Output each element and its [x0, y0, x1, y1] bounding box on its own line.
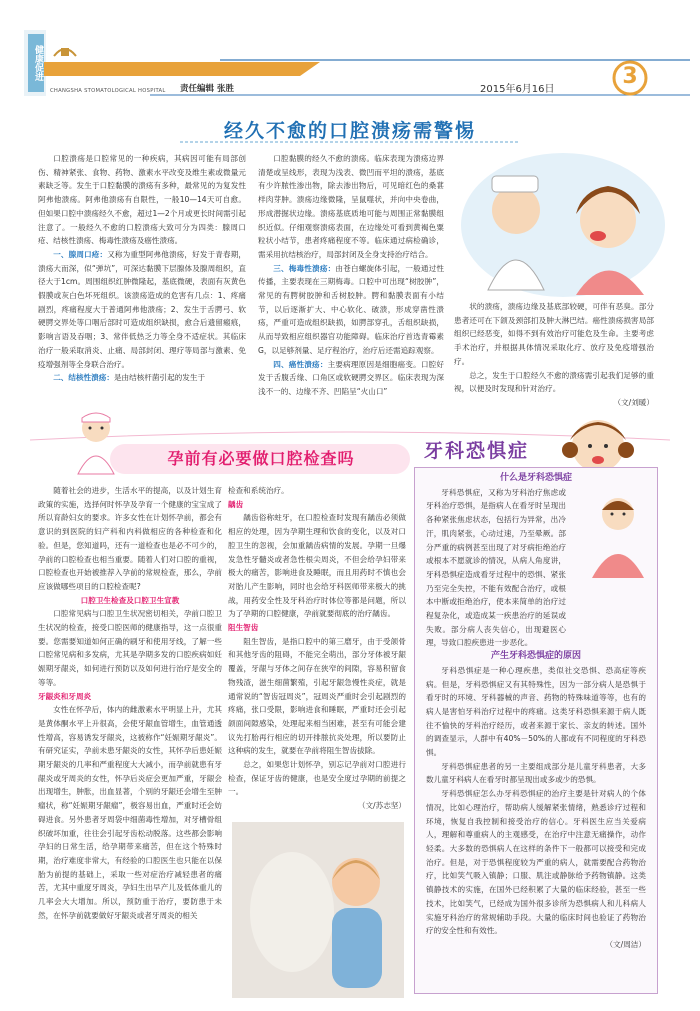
title-underline [180, 140, 520, 144]
article1-col1 [38, 152, 246, 385]
article3-signature: （文/周洁） [605, 939, 646, 949]
paragraph: 龋齿俗称蛀牙，在口腔检查时发现有龋齿必须做相应的处理，因为孕期生理和饮食的变化，以及对口腔卫生的忽视，会加重龋齿病情的发展。孕期一旦爆发急性牙髓炎或者急性根尖周炎，不但会给孕妇带来极大的痛苦，影响进食及睡眠，而且用药时不慎也会对胎儿产生影响，同时也会给牙科医师带来极大的挑战，用药安全性及牙科治疗时体位等都是问题，所以为了孕期的口腔健康，孕前就要彻底的治疗龋齿。 [228, 513, 406, 619]
article2-title: 孕前有必要做口腔检查吗 [167, 449, 355, 468]
page-number: 3 [622, 64, 638, 89]
masthead [0, 0, 700, 100]
paragraph: 牙科恐惧症患者的另一主要组成部分是儿童牙科患者，大多数儿童牙科病人在看牙时都呈现出或多或少的恐惧。 [426, 761, 646, 785]
paragraph: 口腔常见病与口腔卫生状况密切相关，孕前口腔卫生状况的检查，接受口腔医师的健康指导，这一点很重要。您需要知道如何正确的刷牙和使用牙线，了解一些口腔常见病和多发病，尤其是孕期多发的口腔疾病如妊娠期牙龈炎，如何进行预防以及如何进行治疗是安全的等等。 [38, 609, 222, 687]
paragraph: 总之，发生于口腔经久不愈的溃疡需引起我们足够的重视，以便及时发现和针对治疗。 [454, 370, 654, 394]
article1-title: 经久不愈的口腔溃疡需警惕 [223, 120, 476, 142]
section-tag: 健康促进 [28, 34, 44, 92]
paragraph: 阻生智齿，是指口腔中的第三磨牙，由于受颌骨和其他牙齿的阻碍，不能完全萌出，部分牙体被牙龈覆盖，牙龈与牙体之间存在狭窄的间隙，容易积留食物残渣，滋生细菌繁殖，引起牙龈急慢性炎症，就是通常说的“智齿冠周炎”，冠周炎严重时会引起剧烈的疼痛，张口受限，影响进食和睡眠，严重时还会引起颌面间隙感染，处理起来相当困难，甚至有可能会建议先打胎再行相应的切开排脓抗炎处理，所以要防止这种病的发生，就要在孕前将阻生智齿拔除。 [228, 636, 406, 756]
paragraph: 牙科恐惧症怎么办牙科恐惧症的治疗主要是针对病人的个体情况，比如心理治疗，帮助病人缓解紧张情绪，熟悉诊疗过程和环境，恢复自我控制和接受治疗的信心。牙科医生应当关爱病人，理解和尊重病人的主观感受，在治疗中注意无痛操作，动作轻柔。大多数的恐惧病人在这样的条件下一般都可以接受和完成治疗。但是，对于恐惧程度较为严重的病人，就需要配合药物治疗，比如笑气吸入镇静；口服、肌注或静脉给予药物镇静。这类镇静技术的实施，在国外已经积累了大量的临床经验，甚至一些技术，比如笑气，已经成为国外很多诊所为恐惧病人和儿科病人实施牙科治疗的常规辅助手段。大量的临床时间也验证了药物治疗的安全性和有效性。 [426, 789, 646, 936]
subheading: 牙龈炎和牙周炎 [38, 691, 92, 701]
article2-col2 [228, 484, 406, 813]
paragraph: 状的溃疡，溃疡边缘及基底部较硬，可伴有恶臭。部分患者还可在下颌及颈部扪及肿大淋巴结。癌性溃疡损害局部组织已经恶变，如得不到有效治疗可能危及生命。主要考虑手术治疗，并根据具体情况采取化疗、放疗及免疫增强治疗。 [454, 302, 654, 366]
article1-signature: （文/刘暖） [613, 397, 654, 407]
article1-col3 [454, 300, 654, 410]
subheading: 三、梅毒性溃疡： [273, 263, 336, 273]
paragraph: 牙科恐惧症，又称为牙科治疗焦虑或牙科治疗恐惧，是指病人在看牙时呈现出各种紧张焦虑状态，包括行为异常，出冷汗，肌肉紧张，心动过速，乃至晕厥。部分严重的病例甚至出现了对牙病拒绝治疗或根本不愿就诊的情况，从病人角度讲，牙科恐惧症造成看牙过程中的恐惧、紧张乃至完全失控，不能有效配合治疗，或根本中断或拒绝治疗，使本来简单的治疗过程复杂化，或造成某一疾患治疗的延误或失败。部分病人丧失信心，出现避医心理，导致口腔疾患进一步恶化。 [426, 487, 566, 648]
paragraph: 检查和系统治疗。 [228, 486, 289, 495]
editor-credit: 责任编辑 张胜 [180, 84, 234, 94]
paragraph: 随着社会的进步，生活水平的提高，以及计划生育政策的实施，选择何时怀孕及孕育一个健康的宝宝成了所以育龄妇女的要求。许多女性在计划怀孕前，都会有意识的到医院的妇产科和内科做相应的各种检查和化验。但是，您知道吗，还有一道检查也是必不可少的，孕前的口腔检查也相当重要。随着人们对口腔的重视，口腔检查也开始被推荐入孕前的常规检查，那么，孕前应该做哪些项目的口腔检查呢? [38, 486, 222, 591]
paragraph: 是由结核杆菌引起的发生于 [113, 373, 206, 383]
subheading: 阻生智齿 [228, 623, 259, 633]
paragraph: 口腔黏膜的经久不愈的溃疡。临床表现为溃疡边界清楚或呈线形，表现为浅表、微凹而平坦的溃疡，基底有少许脓性渗出物，除去渗出物后，可见暗红色的桑葚样肉芽肿。溃疡边缘微隆，呈鼠噬状，并向中央卷曲，形成潜掘状边缘。溃疡基底质地可能与周围正常黏膜组织近似。仔细观察溃疡表面，在边缘处可看到黄褐色粟粒状小结节，患者疼痛程度不等。临床通过病检确诊，需采用抗结核治疗，局部封闭及全身支持治疗结合。 [258, 154, 444, 259]
paragraph: 主要病理原因是细胞癌变。口腔好发于舌腹舌缘、口角区或软硬腭交界区。临床表现为深浅不一的、边缘不齐、凹陷呈“火山口” [258, 359, 444, 396]
article3-title: 牙科恐惧症 [424, 440, 530, 462]
paragraph: 口腔溃疡是口腔常见的一种疾病，其病因可能有局部创伤、精神紧张、食物、药物、激素水平改变及维生素或微量元素缺乏等。发生于口腔黏膜的溃疡有多种，最常见的为复发性阿弗他溃疡。阿弗他溃疡有自限性，一般10—14天可自愈。但如果口腔中溃疡经久不愈，超过1—2个月或更长时间需引起注意了。一般经久不愈的口腔溃疡大致可分为四类：腺周口疮、结核性溃疡、梅毒性溃疡及癌性溃疡。 [38, 154, 246, 246]
paragraph: 由苍白螺旋体引起，一般通过性传播，主要表现在三期梅毒。口腔中可出现“树胶肿”，常见的有腭树胶肿和舌树胶肿。腭和黏膜表面有小结节，以后逐渐扩大、中心软化、破溃，形成穿凿性溃疡，严重可造成组织缺损，如腭部穿孔，舌组织缺损，从而导致相应组织器官功能障碍。临床治疗首选青霉素G，以足够剂量、足疗程治疗，治疗后还需追踪观察。 [258, 263, 445, 355]
subheading: 口腔卫生检查及口腔卫生宣教 [80, 595, 180, 605]
subheading: 龋齿 [228, 499, 244, 509]
pregnant-woman-photo [232, 822, 404, 998]
paragraph: 又称为重型阿弗他溃疡，好发于青春期，溃疡大而深，似“弹坑”，可深达黏膜下层腺体及腺周组织，直径大于1cm。周围组织红肿微隆起，基底微硬，表面有灰黄色假膜或灰白色坏死组织。该溃疡造成的危害有几点：1、疼痛剧烈，疼痛程度大于普通阿弗他溃疡；2、发生于舌腭弓、软硬腭交界处等口咽后部时可造成组织缺损，愈合后遗留瘢痕，影响言语及吞咽；3、常伴低热乏力等全身不适症状。其临床治疗一般采取消炎、止痛、局部封闭、理疗等局部与激素、免疫增强剂等全身联合治疗。 [38, 249, 247, 369]
masthead-decoration [0, 0, 700, 100]
article2-col1 [38, 484, 222, 923]
dentist-child-illustration [578, 490, 654, 580]
article2-signature: （文/苏志坚） [357, 801, 406, 811]
subheading: 二、结核性溃疡： [53, 373, 114, 383]
subheading: 一、腺周口疮： [53, 249, 108, 259]
hospital-name: CHANGSHA STOMATOLOGICAL HOSPITAL [50, 88, 166, 94]
hospital-logo [52, 40, 78, 60]
subheading: 产生牙科恐惧症的原因 [490, 651, 581, 662]
subheading: 什么是牙科恐惧症 [499, 473, 572, 483]
paragraph: 总之，如果您计划怀孕，别忘记孕前对口腔进行检查，保证牙齿的健康，也是安全度过孕期的前提之一。 [228, 760, 406, 797]
paragraph: 牙科恐惧症是一种心理疾患，类似社交恐惧、恐高症等疾病。但是，牙科恐惧症又有其特殊性，因为一部分病人是恐惧于看牙时的环境、牙科器械的声音、药物的特殊味道等等，也有的病人是害怕牙科治疗过程中的疼痛。这类牙科恐惧来源于病人既往不愉快的牙科治疗经历，或者来源于家长、亲友的转述。国外的调查显示，人群中有40%－50%的人都或有不同程度的牙科恐惧。 [426, 665, 646, 758]
paragraph: 女性在怀孕后，体内的雌激素水平明显上升，尤其是黄体酮水平上升很高，会使牙龈血管增生，血管通透性增高，容易诱发牙龈炎，这被称作“妊娠期牙龈炎”。有研究证实，孕前未患牙龈炎的女性，其怀孕后患妊娠期牙龈炎的几率和严重程度大大减小，而孕前就患有牙龈炎或牙周炎的女性，怀孕后炎症会更加严重，牙龈会出现增生，肿胀，出血显著，个别的牙龈还会增生至肿瘤状，称“妊娠期牙龈瘤”，极容易出血，严重时还会妨碍进食。另外患者牙周袋中细菌毒性增加，对牙槽骨组织破坏加重，往往会引起牙齿松动脱落。这些都会影响孕妇的日常生活，给孕期带来痛苦，但在这个特殊时期，治疗难度非常大，有经验的口腔医生也只能在以保胎为前提的基础上，采取一些对症治疗减轻患者的痛苦，尤其中重度牙周炎，孕妇生出早产儿及低体重儿的几率会大大增加。所以，预防重于治疗，要防患于未然，在怀孕前就要做好牙龈炎或者牙周炎的相关 [38, 705, 222, 920]
doctor-patient-illustration [458, 150, 668, 300]
article1-col2 [258, 152, 444, 399]
subheading: 四、癌性溃疡： [273, 359, 328, 369]
issue-date: 2015年6月16日 [480, 84, 555, 95]
